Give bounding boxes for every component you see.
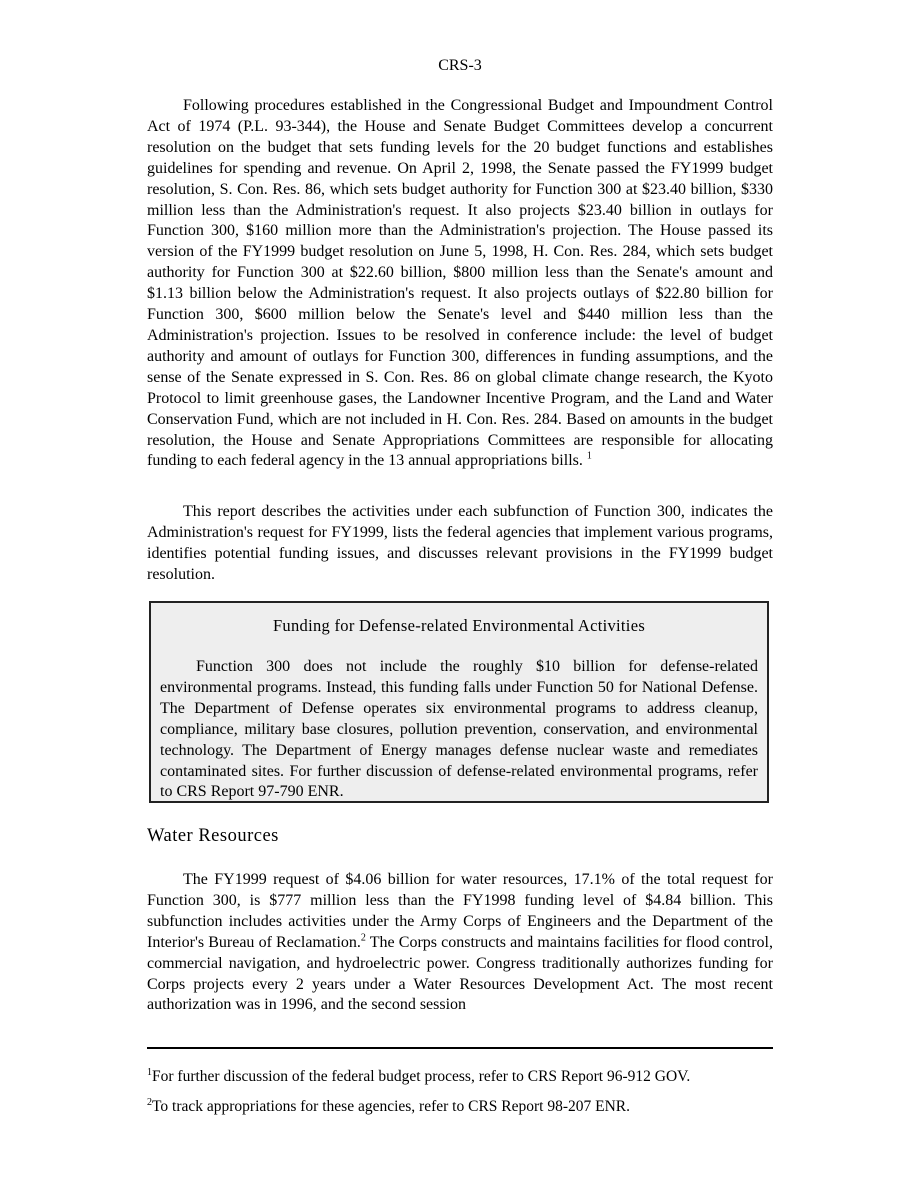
callout-body: Function 300 does not include the roughly $10 billion for defense-related environmental programs. Instead, this funding falls under Function 50 for National Defense. The Department of Defense operates six environmental programs to address cleanup, compliance, military base closures, pollution prevention, conservation, and environmental technology. The Department of Energy manages defense nuclear waste and remediates contaminated sites. For further discussion of defense-related environmental programs, refer to CRS Report 97-790 ENR. (160, 658, 758, 801)
water-resources-paragraph (147, 870, 773, 1016)
footnote-1-text: For further discussion of the federal budget process, refer to CRS Report 96-912 GOV. (152, 1068, 691, 1085)
footnote-1 (147, 1068, 773, 1086)
intro-paragraph-1 (147, 96, 773, 472)
water-resources-text-part-1: The FY1999 request of $4.06 billion for water resources, 17.1% of the total request for Function 300, is $777 million less than the FY1998 funding level of $4.84 billion. This subfunction includes activities under the Army Corps of Engineers and the Department of the Interior's Bureau of Reclamation. (147, 871, 773, 951)
footnote-1-mark: 1 (147, 1066, 152, 1078)
intro-section (147, 96, 773, 472)
water-resources-text-part-2: The Corps constructs and maintains facilities for flood control, commercial navigation, and hydroelectric power. Congress traditionally authorizes funding for Corps projects every 2 years under a Water Resources Development Act. The most recent authorization was in 1996, and the second session (147, 933, 774, 1014)
footnote-reference-2: 2 (360, 932, 366, 944)
intro-section-2 (147, 502, 773, 586)
footnote-2 (147, 1098, 773, 1116)
water-resources-section (147, 870, 773, 1016)
defense-environmental-callout-box (149, 601, 769, 803)
callout-title: Funding for Defense-related Environmental Activities (272, 616, 646, 635)
intro-paragraph-2: This report describes the activities under each subfunction of Function 300, indicates the Administration's request for FY1999, lists the federal agencies that implement various programs, identifies potential funding issues, and discusses relevant provisions in the FY1999 budget resolution. (147, 503, 773, 583)
footnote-reference-1: 1 (586, 451, 592, 463)
footnote-divider (147, 1047, 773, 1049)
intro-paragraph-1-text: Following procedures established in the Congressional Budget and Impoundment Control Act of 1974 (P.L. 93-344), the House and Senate Budget Committees develop a concurrent resolution on the budget that sets funding levels for the 20 budget functions and establishes guidelines for spending and revenue. On April 2, 1998, the Senate passed the FY1999 budget resolution, S. Con. Res. 86, which sets budget authority for Function 300 at $23.40 billion, $330 million less than the Administration's request. It also projects $23.40 billion in outlays for Function 300, $160 million more than the Administration's projection. The House passed its version of the FY1999 budget resolution on June 5, 1998, H. Con. Res. 284, which sets budget authority for Function 300 at $22.60 billion, $800 million less than the Senate's amount and $1.13 billion below the Administration's request. It also projects outlays of $22.80 billion for Function 300, $600 million below the Senate's level and $440 million less than the Administration's projection. Issues to be resolved in conference include: the level of budget authority and amount of outlays for Function 300, differences in funding assumptions, and the sense of the Senate expressed in S. Con. Res. 86 on global climate change research, the Kyoto Protocol to limit greenhouse gases, the Landowner Incentive Program, and the Land and Water Conservation Fund, which are not included in H. Con. Res. 284. Based on amounts in the budget resolution, the House and Senate Appropriations Committees are responsible for allocating funding to each federal agency in the 13 annual appropriations bills. (147, 97, 773, 470)
footnote-2-text: To track appropriations for these agencies, refer to CRS Report 98-207 ENR. (152, 1098, 630, 1115)
page-number: CRS-3 (438, 57, 482, 74)
section-heading-water-resources: Water Resources (147, 826, 279, 846)
footnote-2-mark: 2 (147, 1096, 152, 1108)
